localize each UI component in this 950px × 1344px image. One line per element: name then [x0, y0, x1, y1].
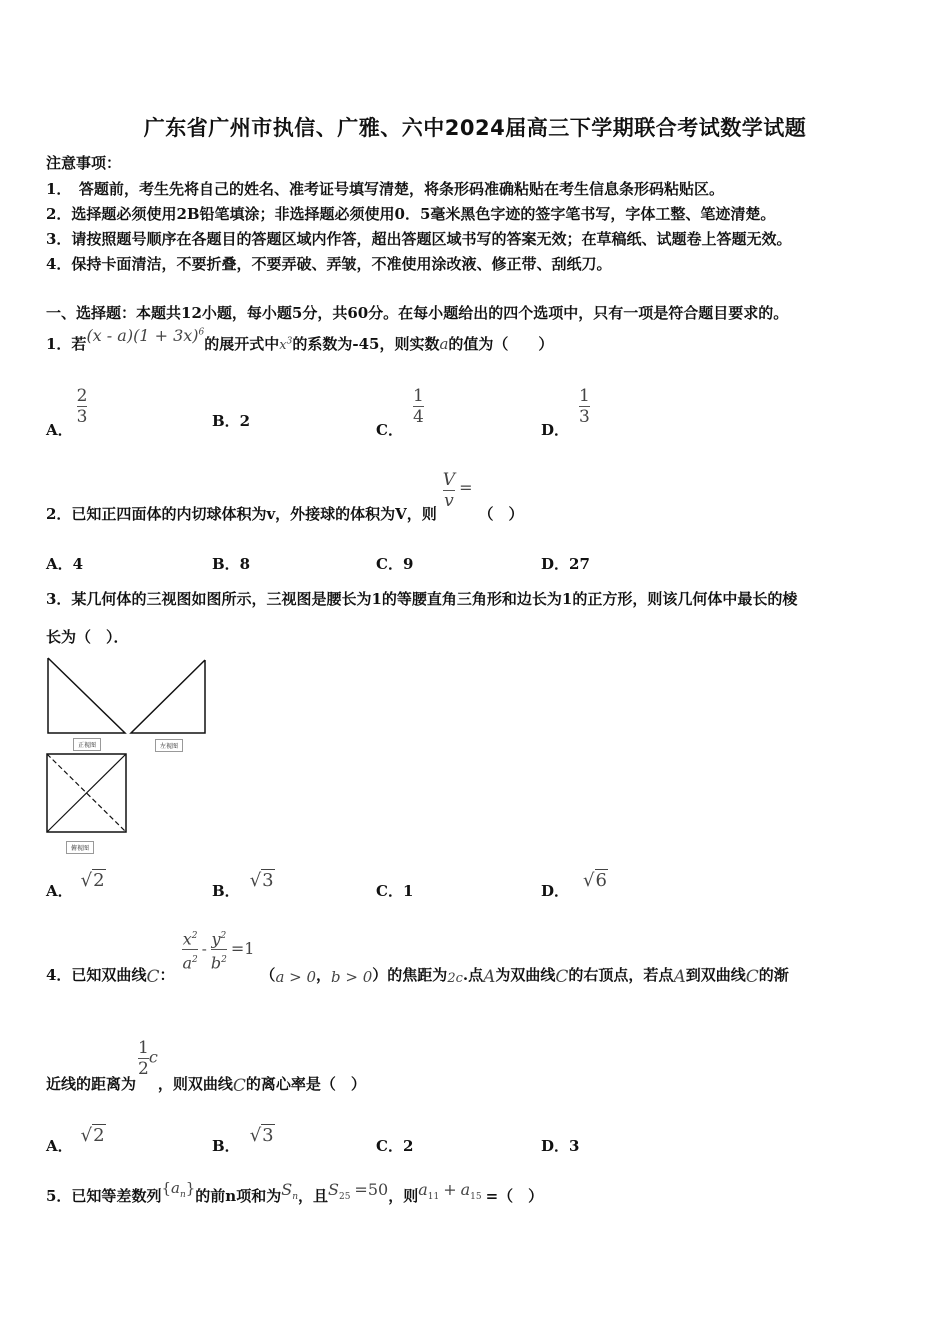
three-view-figure [40, 650, 220, 860]
q5-a: a [460, 1180, 471, 1199]
q4-C: C [232, 1075, 246, 1096]
q4-cond-b: b > 0 [331, 967, 373, 986]
q4-option-b[interactable]: B． √3 [212, 1125, 274, 1155]
frac-y: y [211, 929, 221, 949]
q4-C: C [745, 966, 759, 987]
page-title: 广东省广州市执信、广雅、六中2024届高三下学期联合考试数学试题 [143, 116, 807, 140]
q4-A: A [673, 966, 686, 987]
q2-option-a[interactable]: A．4 [46, 555, 84, 573]
option-label: D． [541, 882, 570, 900]
q4-C: C [146, 966, 160, 987]
q4-eq1: =1 [230, 938, 255, 958]
q4-t3: 到双曲线 [685, 965, 746, 984]
q5-eq50: =50 [354, 1180, 389, 1199]
q1-option-c[interactable] [376, 386, 424, 439]
q2-post: （ ） [478, 504, 524, 523]
q4-dot: .点 [462, 965, 484, 984]
q4-2c: 2c [447, 970, 463, 986]
radicand: 6 [595, 870, 607, 891]
exp: 2 [191, 931, 198, 941]
q2-option-b[interactable]: B．8 [212, 555, 251, 573]
q3-option-a[interactable]: A． √2 [46, 870, 105, 900]
q2-equals: = [459, 477, 473, 497]
q1-post: 的值为（ ） [448, 335, 554, 353]
frac-num: 2 [76, 386, 88, 406]
top-view-label: 俯视图 [66, 841, 94, 854]
frac-x: x [182, 929, 192, 949]
radicand: 3 [262, 1125, 274, 1146]
exp: 2 [221, 955, 227, 966]
q1-expression: (x - a)(1 + 3x) [86, 326, 199, 345]
frac-num: 1 [412, 386, 424, 406]
q5-subscript: 11 [427, 1192, 440, 1203]
q5-subscript: 15 [470, 1192, 482, 1203]
q4-t1: 为双曲线 [495, 965, 556, 984]
left-view [131, 660, 205, 733]
frac-num: V [442, 470, 456, 490]
notice-item: 3．请按照题号顺序在各题目的答题区域内作答，超出答题区域书写的答案无效；在草稿纸、试题卷上答题无效。 [46, 230, 792, 248]
left-view-label: 左视图 [155, 739, 183, 752]
option-label: A． [46, 420, 73, 439]
q3-option-b[interactable]: B． √3 [212, 870, 274, 900]
frac-num: 1 [579, 386, 590, 406]
q4-cond2: ）的焦距为 [372, 965, 448, 984]
question-2 [46, 470, 524, 523]
question-3-line1: 3．某几何体的三视图如图所示，三视图是腰长为1的等腰直角三角形和边长为1的正方形，则该几何体中最长的棱 [46, 590, 798, 608]
q2-option-d[interactable]: D．27 [541, 555, 590, 573]
section-heading: 一、选择题：本题共12小题，每小题5分，共60分。在每小题给出的四个选项中，只有一项是符合题目要求的。 [46, 304, 789, 322]
q5-S: S [281, 1180, 293, 1199]
exp: 2 [192, 955, 198, 966]
question-4-line1 [46, 926, 789, 987]
q1-exponent: 6 [198, 327, 205, 338]
question-4-line2 [46, 1038, 366, 1096]
radicand: 2 [93, 870, 105, 891]
option-label: B． [212, 882, 240, 900]
question-3-line2: 长为（ ）． [46, 628, 129, 646]
front-view [48, 658, 125, 733]
q4-line2-pre: 近线的距离为 [46, 1074, 137, 1093]
frac-den: 3 [579, 407, 590, 427]
q4-c: c [148, 1047, 158, 1067]
q2-option-c[interactable]: C．9 [376, 555, 414, 573]
q1-prefix: 1．若 [46, 335, 87, 353]
q1-x-exponent: 3 [286, 336, 293, 347]
frac-a: a [182, 953, 193, 973]
radicand: 3 [262, 870, 274, 891]
q4-minus: - [201, 939, 207, 958]
option-label: C． [376, 420, 403, 439]
q4-t4: 的渐 [758, 965, 789, 984]
q4-paren: （ [260, 965, 276, 984]
q5-S: S [328, 1180, 339, 1199]
q5-mid2: ，且 [297, 1187, 328, 1205]
question-5: 5．已知等差数列$\{a_n\}$的前n项和为$S_n$，且$S_{25} =50$，则$a_{11} + a_{15}$ =（ ） [46, 1179, 544, 1205]
q5-mid: 的前n项和为 [195, 1187, 282, 1205]
q1-option-d[interactable] [541, 386, 590, 439]
notice-item: 4．保持卡面清洁，不要折叠，不要弄破、弄皱，不准使用涂改液、修正带、刮纸刀。 [46, 255, 612, 273]
option-label: B． [212, 1137, 240, 1155]
q5-prefix: 5．已知等差数列 [46, 1187, 162, 1205]
notice-heading: 注意事项： [46, 154, 122, 172]
q4-line2-post: 的离心率是（ ） [245, 1074, 366, 1093]
q2-text: 2．已知正四面体的内切球体积为v，外接球的体积为V，则 [46, 504, 437, 523]
q5-mid3: ，则 [388, 1187, 419, 1205]
q3-option-c[interactable]: C．1 [376, 882, 414, 900]
q4-C: C [555, 966, 569, 987]
q5-post: =（ ） [485, 1187, 544, 1205]
top-view [47, 754, 126, 832]
q5-a: a [171, 1179, 180, 1197]
q1-a: a [439, 335, 449, 353]
q5-subscript: n [179, 1190, 186, 1200]
notice-item: 1． 答题前，考生先将自己的姓名、准考证号填写清楚，将条形码准确粘贴在考生信息条形码粘贴区。 [46, 180, 724, 198]
q4-sep: ， [316, 965, 332, 984]
q3-option-d[interactable]: D． √6 [541, 870, 607, 900]
radicand: 2 [93, 1125, 105, 1146]
q4-colon: ： [159, 965, 175, 984]
frac-num: 1 [138, 1038, 149, 1058]
q4-line2-mid: ，则双曲线 [157, 1074, 233, 1093]
exp: 2 [220, 931, 227, 941]
q4-cond-a: a > 0 [275, 967, 317, 986]
q5-subscript: n [292, 1192, 298, 1203]
frac-b: b [210, 953, 222, 973]
q4-prefix: 4．已知双曲线 [46, 965, 147, 984]
q1-mid: 的展开式中 [204, 335, 280, 353]
option-label: A． [46, 1137, 73, 1155]
frac-den: v [444, 491, 454, 511]
q5-plus: + [443, 1180, 457, 1199]
option-label: A． [46, 882, 73, 900]
notice-item: 2．选择题必须使用2B铅笔填涂；非选择题必须使用0．5毫米黑色字迹的签字笔书写，字体工整、笔迹清楚。 [46, 205, 776, 223]
q4-option-a[interactable]: A． √2 [46, 1125, 105, 1155]
front-view-label: 正视图 [73, 738, 101, 751]
question-1 [46, 326, 554, 354]
frac-den: 2 [138, 1059, 149, 1079]
q4-t2: 的右顶点，若点 [568, 965, 674, 984]
option-label: D． [541, 420, 570, 439]
q1-option-a[interactable] [46, 386, 88, 439]
frac-den: 4 [412, 407, 424, 427]
frac-den: 3 [76, 407, 88, 427]
q1-mid2: 的系数为-45，则实数 [292, 335, 440, 353]
q1-x: x [279, 338, 287, 353]
q1-option-b[interactable]: B．2 [212, 412, 251, 430]
q5-a: a [418, 1180, 428, 1199]
q5-subscript: 25 [338, 1192, 351, 1203]
q4-option-d[interactable]: D．3 [541, 1137, 580, 1155]
q4-A: A [483, 966, 496, 987]
q4-option-c[interactable]: C．2 [376, 1137, 414, 1155]
